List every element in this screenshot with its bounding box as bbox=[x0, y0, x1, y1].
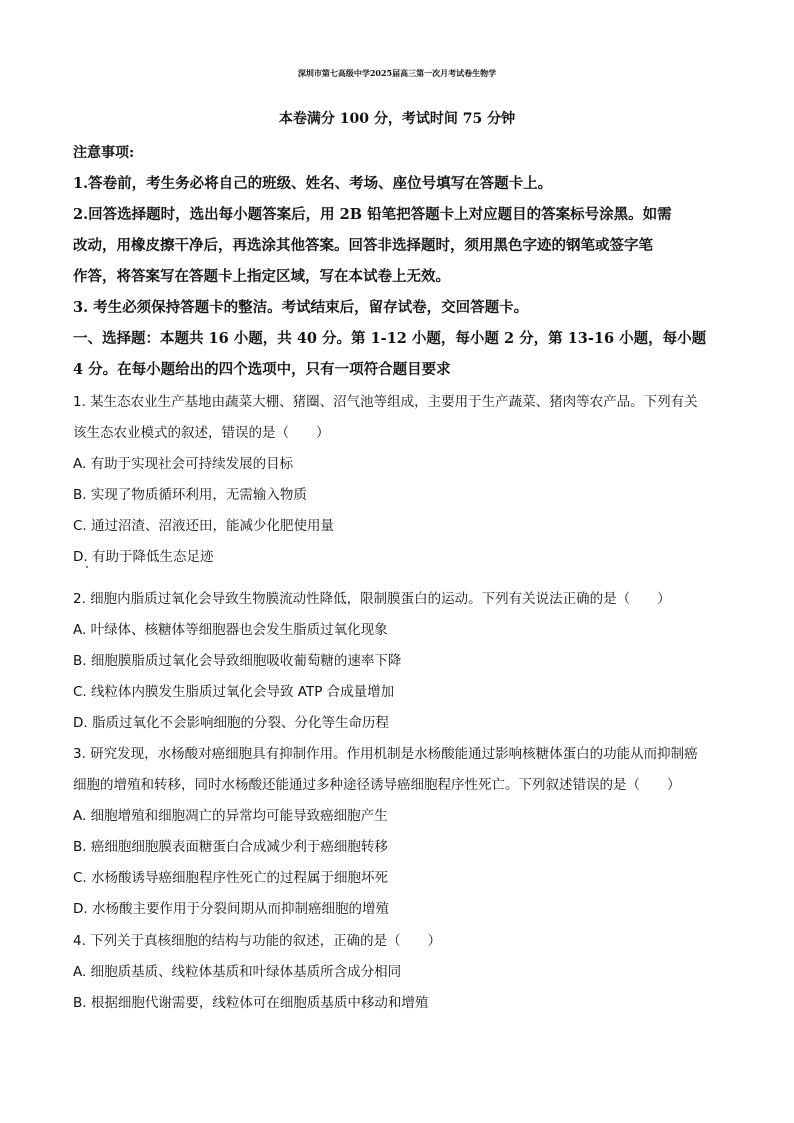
question-option: B. 细胞膜脂质过氧化会导致细胞吸收葡萄糖的速率下降 bbox=[73, 653, 402, 669]
page-title: 深圳市第七高级中学2025届高三第一次月考试卷生物学 bbox=[297, 68, 497, 78]
note-line: 作答，将答案写在答题卡上指定区域，写在本试卷上无效。 bbox=[73, 268, 450, 285]
question-option: D. 有助于降低生态足迹 bbox=[73, 549, 214, 565]
note-line: 3. 考生必须保持答题卡的整洁。考试结束后，留存试卷，交回答题卡。 bbox=[73, 299, 529, 316]
question-option: B. 实现了物质循环利用，无需输入物质 bbox=[73, 487, 307, 503]
section-heading: 一、选择题：本题共 16 小题，共 40 分。第 1-12 小题，每小题 2 分，第 13-16 小题，每小题 bbox=[73, 330, 707, 347]
question-stem: 2. 细胞内脂质过氧化会导致生物膜流动性降低，限制膜蛋白的运动。下列有关说法正确的是（ ） bbox=[73, 591, 671, 607]
question-option: D. 脂质过氧化不会影响细胞的分裂、分化等生命历程 bbox=[73, 715, 389, 731]
question-option: C. 水杨酸诱导癌细胞程序性死亡的过程属于细胞坏死 bbox=[73, 870, 389, 886]
question-stem: 该生态农业模式的叙述，错误的是（ ） bbox=[73, 425, 330, 441]
note-line: 改动，用橡皮擦干净后，再选涂其他答案。回答非选择题时，须用黑色字迹的钢笔或签字笔 bbox=[73, 237, 653, 254]
question-option: B. 根据细胞代谢需要，线粒体可在细胞质基质中移动和增殖 bbox=[73, 995, 429, 1011]
note-line: 2.回答选择题时，选出每小题答案后，用 2B 铅笔把答题卡上对应题目的答案标号涂黑。如需 bbox=[73, 206, 672, 223]
stray-mark bbox=[86, 566, 88, 568]
question-stem: 3. 研究发现，水杨酸对癌细胞具有抑制作用。作用机制是水杨酸能通过影响核糖体蛋白的功能从而抑制癌 bbox=[73, 746, 698, 762]
question-stem: 1. 某生态农业生产基地由蔬菜大棚、猪圈、沼气池等组成，主要用于生产蔬菜、猪肉等农产品。下列有关 bbox=[73, 394, 698, 410]
notes-heading: 注意事项: bbox=[73, 145, 135, 161]
question-option: A. 细胞质基质、线粒体基质和叶绿体基质所含成分相同 bbox=[73, 964, 402, 980]
question-option: A. 叶绿体、核糖体等细胞器也会发生脂质过氧化现象 bbox=[73, 622, 388, 638]
question-option: C. 通过沼渣、沼液还田，能减少化肥使用量 bbox=[73, 518, 335, 534]
section-heading: 4 分。在每小题给出的四个选项中，只有一项符合题目要求 bbox=[73, 361, 451, 378]
question-stem: 细胞的增殖和转移，同时水杨酸还能通过多种途径诱导癌细胞程序性死亡。下列叙述错误的是（ ） bbox=[73, 777, 681, 793]
question-option: A. 有助于实现社会可持续发展的目标 bbox=[73, 456, 294, 472]
question-option: A. 细胞增殖和细胞凋亡的异常均可能导致癌细胞产生 bbox=[73, 808, 388, 824]
exam-info: 本卷满分 100 分，考试时间 75 分钟 bbox=[278, 111, 516, 127]
question-option: B. 癌细胞细胞膜表面糖蛋白合成减少利于癌细胞转移 bbox=[73, 839, 388, 855]
question-option: D. 水杨酸主要作用于分裂间期从而抑制癌细胞的增殖 bbox=[73, 901, 389, 917]
note-line: 1.答卷前，考生务必将自己的班级、姓名、考场、座位号填写在答题卡上。 bbox=[73, 175, 553, 192]
question-option: C. 线粒体内膜发生脂质过氧化会导致 ATP 合成量增加 bbox=[73, 684, 395, 700]
question-stem: 4. 下列关于真核细胞的结构与功能的叙述，正确的是（ ） bbox=[73, 933, 442, 949]
